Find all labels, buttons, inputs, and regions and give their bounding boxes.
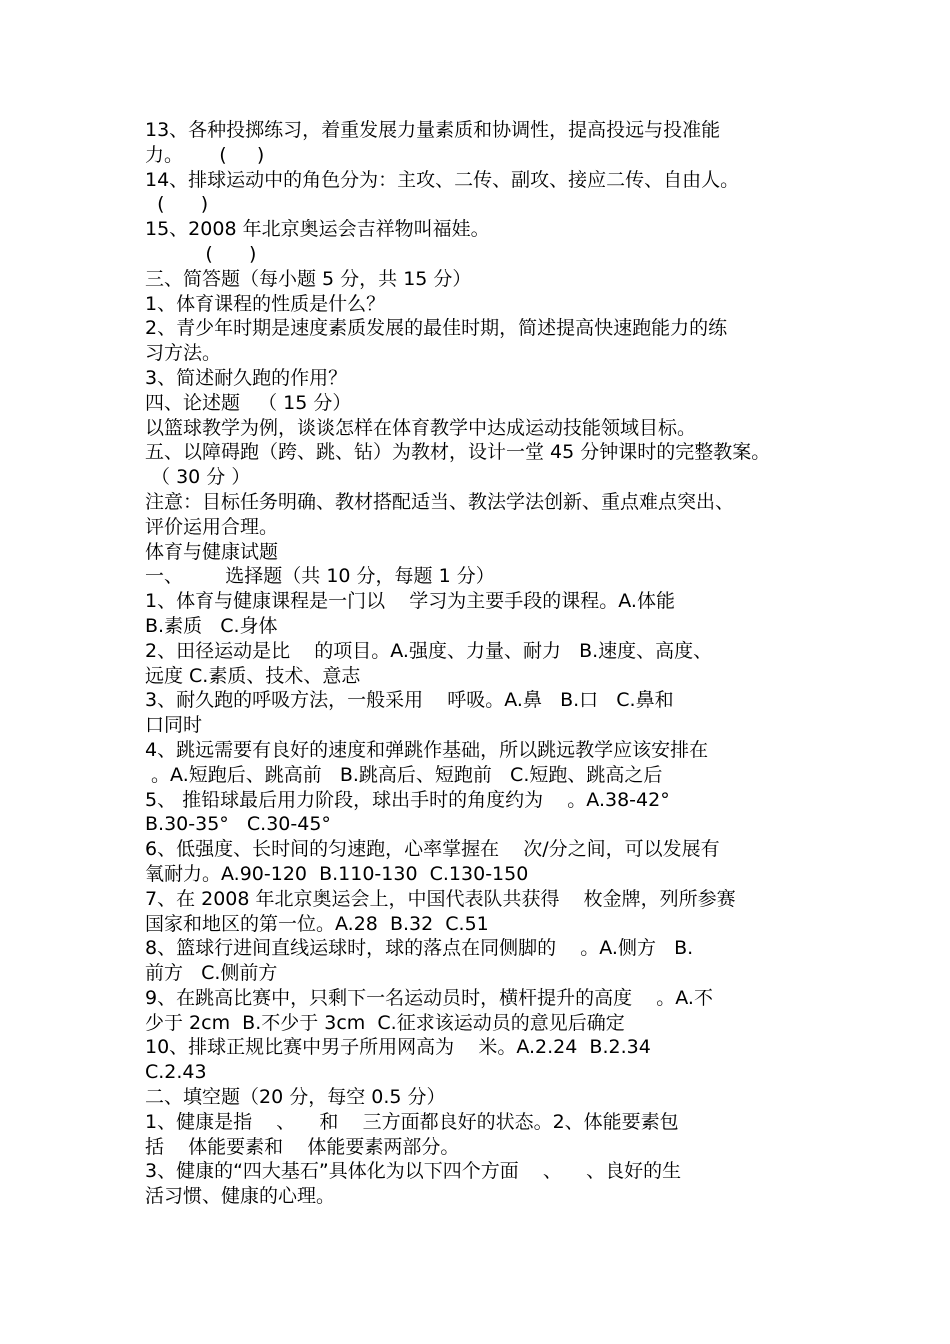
fill-1-line-1: 1、健康是指 、 和 三方面都良好的状态。2、体能要素包 <box>145 1110 679 1133</box>
question-15-line-2: ( ) <box>145 242 257 265</box>
choice-8-line-2: 前方 C.侧前方 <box>145 962 278 985</box>
choice-6-line-1: 6、低强度、长时间的匀速跑，心率掌握在 次/分之间，可以发展有 <box>145 838 720 861</box>
choice-5-line-2: B.30-35° C.30-45° <box>145 813 331 836</box>
choice-2-line-1: 2、田径运动是比 的项目。A.强度、力量、耐力 B.速度、高度、 <box>145 639 713 662</box>
choice-7-line-1: 7、在 2008 年北京奥运会上，中国代表队共获得 枚金牌，列所参赛 <box>145 887 736 910</box>
note-line-2: 评价运用合理。 <box>145 515 279 538</box>
exam-title: 体育与健康试题 <box>145 540 279 563</box>
fill-3-line-2: 活习惯、健康的心理。 <box>145 1185 336 1208</box>
choice-3-line-2: 口同时 <box>145 714 203 737</box>
section-5-heading-line-1: 五、以障碍跑（跨、跳、钻）为教材，设计一堂 45 分钟课时的完整教案。 <box>145 441 771 464</box>
choice-3-line-1: 3、耐久跑的呼吸方法，一般采用 呼吸。A.鼻 B.口 C.鼻和 <box>145 689 674 712</box>
section-4-heading: 四、论述题 （ 15 分） <box>145 391 352 414</box>
fill-1-line-2: 括 体能要素和 体能要素两部分。 <box>145 1135 460 1158</box>
essay-question: 以篮球教学为例，谈谈怎样在体育教学中达成运动技能领域目标。 <box>145 416 697 439</box>
short-answer-2-line-1: 2、青少年时期是速度素质发展的最佳时期，简述提高快速跑能力的练 <box>145 317 728 340</box>
short-answer-3: 3、简述耐久跑的作用？ <box>145 366 348 389</box>
choice-2-line-2: 远度 C.素质、技术、意志 <box>145 664 361 687</box>
section-5-heading-line-2: （ 30 分 ） <box>145 466 251 489</box>
question-14-line-2: ( ) <box>145 193 209 216</box>
choice-10-line-1: 10、排球正规比赛中男子所用网高为 米。A.2.24 B.2.34 <box>145 1036 651 1059</box>
question-13-line-2: 力。 ( ) <box>145 143 265 166</box>
choice-8-line-1: 8、篮球行进间直线运球时，球的落点在同侧脚的 。A.侧方 B. <box>145 937 694 960</box>
choice-4-line-1: 4、跳远需要有良好的速度和弹跳作基础，所以跳远教学应该安排在 <box>145 738 709 761</box>
question-14-line-1: 14、排球运动中的角色分为：主攻、二传、副攻、接应二传、自由人。 <box>145 168 740 191</box>
document-body <box>145 118 810 1209</box>
choice-9-line-2: 少于 2cm B.不少于 3cm C.征求该运动员的意见后确定 <box>145 1011 625 1034</box>
choice-1-line-2: B.素质 C.身体 <box>145 614 278 637</box>
choice-10-line-2: C.2.43 <box>145 1061 207 1084</box>
section-3-heading: 三、简答题（每小题 5 分，共 15 分） <box>145 267 472 290</box>
fill-section-heading: 二、填空题（20 分，每空 0.5 分） <box>145 1086 446 1109</box>
note-line-1: 注意：目标任务明确、教材搭配适当、教法学法创新、重点难点突出、 <box>145 490 735 513</box>
choice-9-line-1: 9、在跳高比赛中，只剩下一名运动员时，横杆提升的高度 。A.不 <box>145 986 713 1009</box>
short-answer-1: 1、体育课程的性质是什么？ <box>145 292 386 315</box>
question-13-line-1: 13、各种投掷练习，着重发展力量素质和协调性，提高投远与投准能 <box>145 119 721 141</box>
choice-6-line-2: 氧耐力。A.90-120 B.110-130 C.130-150 <box>145 862 529 885</box>
choice-7-line-2: 国家和地区的第一位。A.28 B.32 C.51 <box>145 912 489 935</box>
choice-5-line-1: 5、 推铅球最后用力阶段，球出手时的角度约为 。A.38-42° <box>145 788 670 811</box>
choice-1-line-1: 1、体育与健康课程是一门以 学习为主要手段的课程。A.体能 <box>145 590 675 613</box>
short-answer-2-line-2: 习方法。 <box>145 342 222 365</box>
question-15-line-1: 15、2008 年北京奥运会吉祥物叫福娃。 <box>145 218 490 241</box>
choice-4-line-2: 。A.短跑后、跳高前 B.跳高后、短跑前 C.短跑、跳高之后 <box>145 763 663 786</box>
choice-section-heading: 一、 选择题（共 10 分，每题 1 分） <box>145 565 495 588</box>
fill-3-line-1: 3、健康的“四大基石”具体化为以下四个方面 、 、良好的生 <box>145 1160 682 1183</box>
